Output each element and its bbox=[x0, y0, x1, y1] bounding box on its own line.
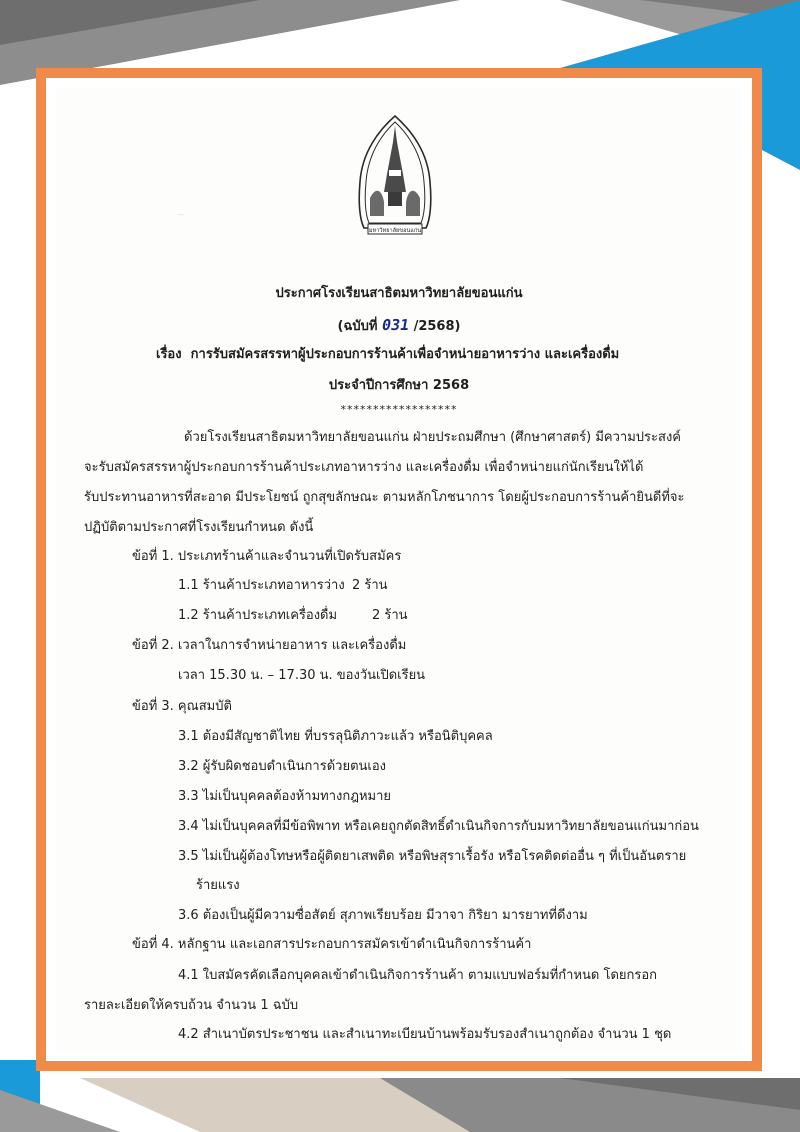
separator: ****************** bbox=[340, 403, 458, 416]
section-1-item-1: 1.1 ร้านค้าประเภทอาหารว่าง bbox=[178, 578, 345, 593]
intro-line-2: จะรับสมัครสรรหาผู้ประกอบการร้านค้าประเภทอาหารว่าง และเครื่องดื่ม เพื่อจำหน่ายแก่นักเรียนให้ได้ bbox=[84, 460, 644, 475]
academic-year: ประจำปีการศึกษา 2568 bbox=[328, 378, 470, 393]
bleed-through-mark: ~ bbox=[176, 208, 186, 221]
section-2-title: ข้อที่ 2. เวลาในการจำหน่ายอาหาร และเครื่องดื่ม bbox=[132, 638, 407, 653]
number-prefix: (ฉบับที่ bbox=[337, 319, 378, 334]
number-suffix: /2568) bbox=[413, 319, 461, 334]
section-1-item-2-qty: 2 ร้าน bbox=[372, 608, 408, 623]
section-3-item-4: 3.4 ไม่เป็นบุคคลที่มีข้อพิพาท หรือเคยถูกตัดสิทธิ์ดำเนินกิจการกับมหาวิทยาลัยขอนแก่นมาก่อน bbox=[178, 819, 699, 834]
announcement-title: ประกาศโรงเรียนสาธิตมหาวิทยาลัยขอนแก่น bbox=[275, 286, 523, 301]
announcement-page bbox=[56, 88, 742, 1051]
university-seal-icon bbox=[356, 112, 434, 248]
section-4-item-2: 4.2 สำเนาบัตรประชาชน และสำเนาทะเบียนบ้านพร้อมรับรองสำเนาถูกต้อง จำนวน 1 ชุด bbox=[178, 1027, 672, 1042]
announcement-number bbox=[56, 316, 742, 336]
section-3-item-2: 3.2 ผู้รับผิดชอบดำเนินการด้วยตนเอง bbox=[178, 759, 386, 774]
section-2-detail: เวลา 15.30 น. – 17.30 น. ของวันเปิดเรียน bbox=[178, 668, 426, 683]
section-4-item-1-cont: รายละเอียดให้ครบถ้วน จำนวน 1 ฉบับ bbox=[84, 998, 299, 1013]
section-1-title: ข้อที่ 1. ประเภทร้านค้าและจำนวนที่เปิดรับสมัคร bbox=[132, 549, 402, 564]
section-1-item-2: 1.2 ร้านค้าประเภทเครื่องดื่ม bbox=[178, 608, 338, 623]
document-frame bbox=[36, 68, 762, 1071]
subject-line bbox=[156, 346, 619, 364]
section-3-item-1: 3.1 ต้องมีสัญชาติไทย ที่บรรลุนิติภาวะแล้ว หรือนิติบุคคล bbox=[178, 729, 493, 744]
subject-label: เรื่อง bbox=[156, 347, 182, 362]
intro-line-4: ปฏิบัติตามประกาศที่โรงเรียนกำหนด ดังนี้ bbox=[84, 520, 314, 535]
intro-line-3: รับประทานอาหารที่สะอาด มีประโยชน์ ถูกสุขลักษณะ ตามหลักโภชนาการ โดยผู้ประกอบการร้านค้ายินดีที่จะ bbox=[84, 490, 685, 505]
section-3-item-3: 3.3 ไม่เป็นบุคคลต้องห้ามทางกฎหมาย bbox=[178, 789, 392, 804]
handwritten-number: 031 bbox=[380, 316, 411, 334]
subject-text: การรับสมัครสรรหาผู้ประกอบการร้านค้าเพื่อจำหน่ายอาหารว่าง และเครื่องดื่ม bbox=[190, 347, 620, 362]
section-4-item-1: 4.1 ใบสมัครคัดเลือกบุคคลเข้าดำเนินกิจการร้านค้า ตามแบบฟอร์มที่กำหนด โดยกรอก bbox=[178, 968, 658, 983]
section-3-title: ข้อที่ 3. คุณสมบัติ bbox=[132, 699, 232, 714]
section-3-item-5: 3.5 ไม่เป็นผู้ต้องโทษหรือผู้ติดยาเสพติด หรือพิษสุราเรื้อรัง หรือโรคติดต่ออื่น ๆ ที่เป็นอันตราย bbox=[178, 849, 687, 864]
section-3-item-5-cont: ร้ายแรง bbox=[196, 878, 240, 893]
section-1-item-1-qty: 2 ร้าน bbox=[352, 578, 388, 593]
section-4-title: ข้อที่ 4. หลักฐาน และเอกสารประกอบการสมัครเข้าดำเนินกิจการร้านค้า bbox=[132, 937, 532, 952]
seal-caption: มหาวิทยาลัยขอนแก่น bbox=[368, 228, 422, 234]
intro-line-1: ด้วยโรงเรียนสาธิตมหาวิทยาลัยขอนแก่น ฝ่ายประถมศึกษา (ศึกษาศาสตร์) มีความประสงค์ bbox=[184, 430, 681, 445]
section-3-item-6: 3.6 ต้องเป็นผู้มีความซื่อสัตย์ สุภาพเรียบร้อย มีวาจา กิริยา มารยาทที่ดีงาม bbox=[178, 908, 588, 923]
